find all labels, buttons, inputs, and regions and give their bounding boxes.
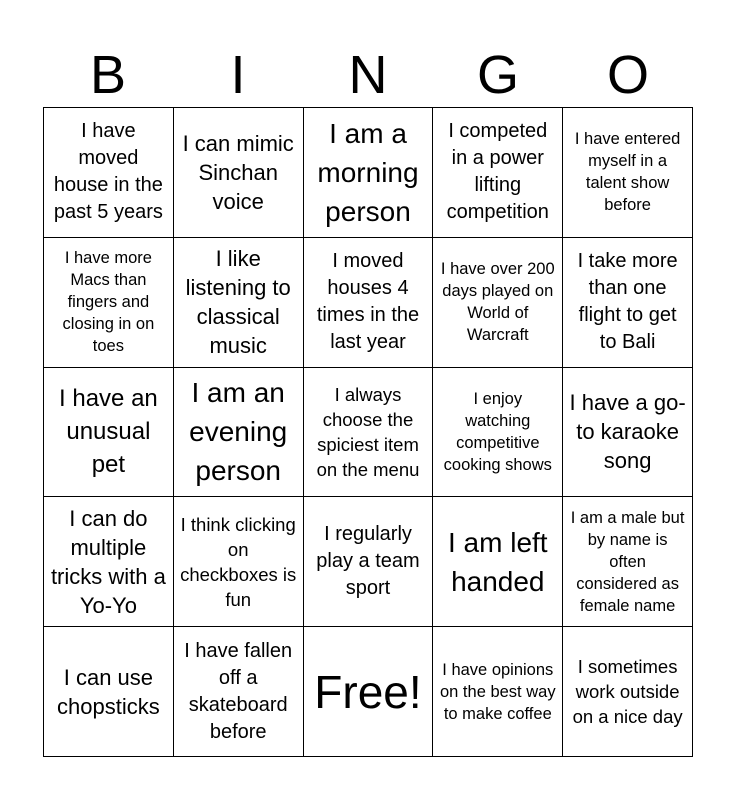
bingo-cell[interactable] <box>174 238 304 368</box>
bingo-cell[interactable] <box>44 497 174 627</box>
cell-text: I competed in a power lifting competition <box>446 120 549 224</box>
cell-text: I am left handed <box>447 526 548 597</box>
cell-text: I have over 200 days played on World of Warcraft <box>440 260 555 345</box>
free-space-text: Free! <box>314 665 422 718</box>
cell-text: I enjoy watching competitive cooking shows <box>443 389 552 474</box>
bingo-cell[interactable] <box>174 627 304 757</box>
bingo-cell[interactable] <box>563 627 693 757</box>
header-letter-o: O <box>606 45 649 105</box>
header-letter-n: N <box>348 45 388 105</box>
bingo-cell[interactable] <box>44 108 174 238</box>
cell-text: I like listening to classical music <box>185 246 291 359</box>
bingo-cell[interactable] <box>563 108 693 238</box>
bingo-cell[interactable] <box>433 368 563 498</box>
cell-text: I am an evening person <box>189 377 288 487</box>
bingo-cell[interactable] <box>433 238 563 368</box>
bingo-cell[interactable] <box>174 497 304 627</box>
cell-text: I have an unusual pet <box>59 385 158 479</box>
cell-text: I have entered myself in a talent show before <box>574 130 681 215</box>
header-letter-i: I <box>230 45 246 105</box>
cell-text: I have moved house in the past 5 years <box>53 120 163 224</box>
bingo-cell[interactable] <box>304 368 434 498</box>
cell-text: I sometimes work outside on a nice day <box>572 656 683 728</box>
cell-text: I have a go-to karaoke song <box>569 390 686 474</box>
cell-text: I have more Macs than fingers and closing in on toes <box>62 249 155 356</box>
bingo-cell-free[interactable] <box>304 627 434 757</box>
cell-text: I can use chopsticks <box>57 664 160 719</box>
cell-text: I moved houses 4 times in the last year <box>316 250 420 354</box>
cell-text: I take more than one flight to get to Bali <box>577 250 678 354</box>
bingo-cell[interactable] <box>433 108 563 238</box>
bingo-cell[interactable] <box>433 627 563 757</box>
bingo-cell[interactable] <box>304 497 434 627</box>
cell-text: I always choose the spiciest item on the menu <box>316 383 420 480</box>
bingo-cell[interactable] <box>44 238 174 368</box>
bingo-cell[interactable] <box>44 627 174 757</box>
cell-text: I have fallen off a skateboard before <box>184 639 293 743</box>
cell-text: I can do multiple tricks with a Yo-Yo <box>50 505 166 618</box>
bingo-cell[interactable] <box>304 238 434 368</box>
bingo-cell[interactable] <box>304 108 434 238</box>
cell-text: I am a male but by name is often considered as female name <box>570 508 685 615</box>
bingo-cell[interactable] <box>44 368 174 498</box>
header-letter-b: B <box>89 45 127 105</box>
cell-text: I think clicking on checkboxes is fun <box>180 513 297 610</box>
bingo-cell[interactable] <box>563 497 693 627</box>
bingo-cell[interactable] <box>174 368 304 498</box>
cell-text: I can mimic Sinchan voice <box>182 130 294 214</box>
bingo-cell[interactable] <box>174 108 304 238</box>
cell-text: I regularly play a team sport <box>316 523 420 600</box>
bingo-cell[interactable] <box>563 368 693 498</box>
bingo-board <box>43 107 693 757</box>
bingo-cell[interactable] <box>563 238 693 368</box>
bingo-cell[interactable] <box>433 497 563 627</box>
cell-text: I have opinions on the best way to make coffee <box>440 660 556 723</box>
header-letter-g: G <box>476 45 519 105</box>
bingo-header <box>43 40 693 110</box>
cell-text: I am a morning person <box>317 117 419 227</box>
